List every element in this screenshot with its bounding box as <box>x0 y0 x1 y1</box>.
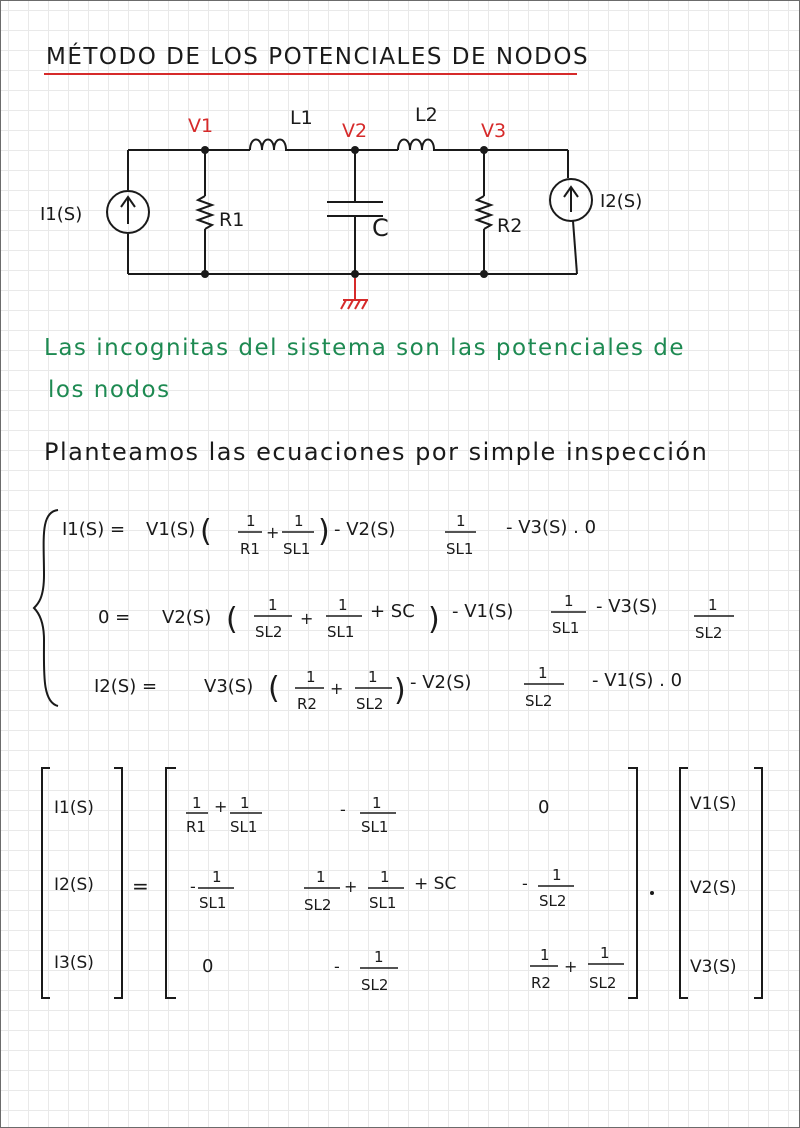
eq3-term: - V2(S) <box>410 672 472 693</box>
note-line-1: Las incognitas del sistema son las potenciales de <box>44 335 685 361</box>
fraction-num: 1 <box>380 868 390 886</box>
paren-open: ( <box>268 671 280 706</box>
fraction-num: 1 <box>294 512 304 530</box>
paren-open: ( <box>226 602 238 637</box>
node-label-v2: V2 <box>342 120 368 142</box>
eq2-lhs: 0 = <box>98 607 131 628</box>
statement-heading: Planteamos las ecuaciones por simple inspección <box>44 438 709 466</box>
fraction-num: 1 <box>246 512 256 530</box>
fraction-den: SL2 <box>525 692 553 710</box>
fraction-den: R2 <box>531 974 551 992</box>
minus-sign: - <box>190 877 196 896</box>
fraction-den: SL1 <box>327 623 355 641</box>
bracket-right <box>754 768 762 998</box>
fraction-den: R2 <box>297 695 317 713</box>
voltage-vector-item: V1(S) <box>690 794 737 814</box>
plus-sign: + <box>330 679 344 698</box>
fraction-num: 1 <box>368 668 378 686</box>
fraction-num: 1 <box>374 948 384 966</box>
fraction-den: SL2 <box>361 976 389 994</box>
fraction-num: 1 <box>338 596 348 614</box>
fraction-num: 1 <box>540 946 550 964</box>
fraction-num: 1 <box>192 794 202 812</box>
bracket-left <box>42 768 50 998</box>
fraction-den: SL1 <box>230 818 258 836</box>
voltage-vector-item: V2(S) <box>690 878 737 898</box>
current-vector-item: I2(S) <box>54 875 94 895</box>
fraction-num: 1 <box>316 868 326 886</box>
voltage-vector-item: V3(S) <box>690 957 737 977</box>
fraction-den: SL2 <box>356 695 384 713</box>
note-line-2: los nodos <box>48 377 171 403</box>
inductor-label-l1: L1 <box>290 107 313 129</box>
paren-close: ) <box>428 602 440 637</box>
fraction-den: SL2 <box>539 892 567 910</box>
eq2-sc: + SC <box>370 601 415 622</box>
plus-sign: + <box>266 523 280 542</box>
bracket-left <box>680 768 688 998</box>
eq3-term: V3(S) <box>204 676 254 697</box>
fraction-num: 1 <box>268 596 278 614</box>
source-label-i1: I1(S) <box>40 204 83 225</box>
plus-sign: + <box>300 609 314 628</box>
fraction-num: 1 <box>564 592 574 610</box>
eq3-lhs: I2(S) = <box>94 676 158 697</box>
equals-sign: = <box>132 874 149 898</box>
fraction-num: 1 <box>456 512 466 530</box>
fraction-den: SL1 <box>361 818 389 836</box>
page-title: MÉTODO DE LOS POTENCIALES DE NODOS <box>46 44 590 70</box>
eq2-term: V2(S) <box>162 607 212 628</box>
bracket-right <box>628 768 637 998</box>
capacitor-label: C <box>372 214 389 242</box>
minus-sign: - <box>340 800 346 819</box>
fraction-num: 1 <box>372 794 382 812</box>
plus-sign: + <box>564 957 578 976</box>
eq3-term: - V1(S) . 0 <box>592 670 683 691</box>
matrix-entry: 0 <box>538 797 550 818</box>
fraction-num: 1 <box>306 668 316 686</box>
node-label-v3: V3 <box>481 120 507 142</box>
resistor-label-r1: R1 <box>219 209 245 231</box>
matrix-entry: 0 <box>202 956 214 977</box>
source-label-i2: I2(S) <box>600 191 643 212</box>
paren-close: ) <box>318 514 330 549</box>
fraction-den: SL2 <box>695 624 723 642</box>
inductor-label-l2: L2 <box>415 104 438 126</box>
bracket-left <box>166 768 176 998</box>
fraction-num: 1 <box>552 866 562 884</box>
eq1-term: V1(S) <box>146 519 196 540</box>
fraction-num: 1 <box>240 794 250 812</box>
fraction-den: SL1 <box>552 619 580 637</box>
fraction-num: 1 <box>538 664 548 682</box>
paren-close: ) <box>394 673 406 708</box>
fraction-den: SL1 <box>369 894 397 912</box>
paren-open: ( <box>200 514 212 549</box>
eq1-term: - V3(S) . 0 <box>506 517 597 538</box>
minus-sign: - <box>522 874 528 893</box>
bracket-right <box>114 768 122 998</box>
matrix-sc-term: + SC <box>414 874 457 894</box>
dot-operator <box>650 891 654 895</box>
current-vector-item: I3(S) <box>54 953 94 973</box>
fraction-num: 1 <box>212 868 222 886</box>
fraction-den: SL1 <box>283 540 311 558</box>
fraction-num: 1 <box>600 944 610 962</box>
fraction-den: R1 <box>186 818 206 836</box>
fraction-num: 1 <box>708 596 718 614</box>
current-vector-item: I1(S) <box>54 798 94 818</box>
plus-sign: + <box>344 877 358 896</box>
fraction-den: SL2 <box>255 623 283 641</box>
fraction-den: SL2 <box>304 896 332 914</box>
fraction-den: R1 <box>240 540 260 558</box>
node-label-v1: V1 <box>188 115 214 137</box>
minus-sign: - <box>334 957 340 976</box>
eq2-term: - V3(S) <box>596 596 658 617</box>
fraction-den: SL1 <box>199 894 227 912</box>
eq1-lhs: I1(S) = <box>62 519 126 540</box>
plus-sign: + <box>214 797 228 816</box>
resistor-label-r2: R2 <box>497 215 523 237</box>
eq1-term: - V2(S) <box>334 519 396 540</box>
eq2-term: - V1(S) <box>452 601 514 622</box>
fraction-den: SL2 <box>589 974 617 992</box>
fraction-den: SL1 <box>446 540 474 558</box>
